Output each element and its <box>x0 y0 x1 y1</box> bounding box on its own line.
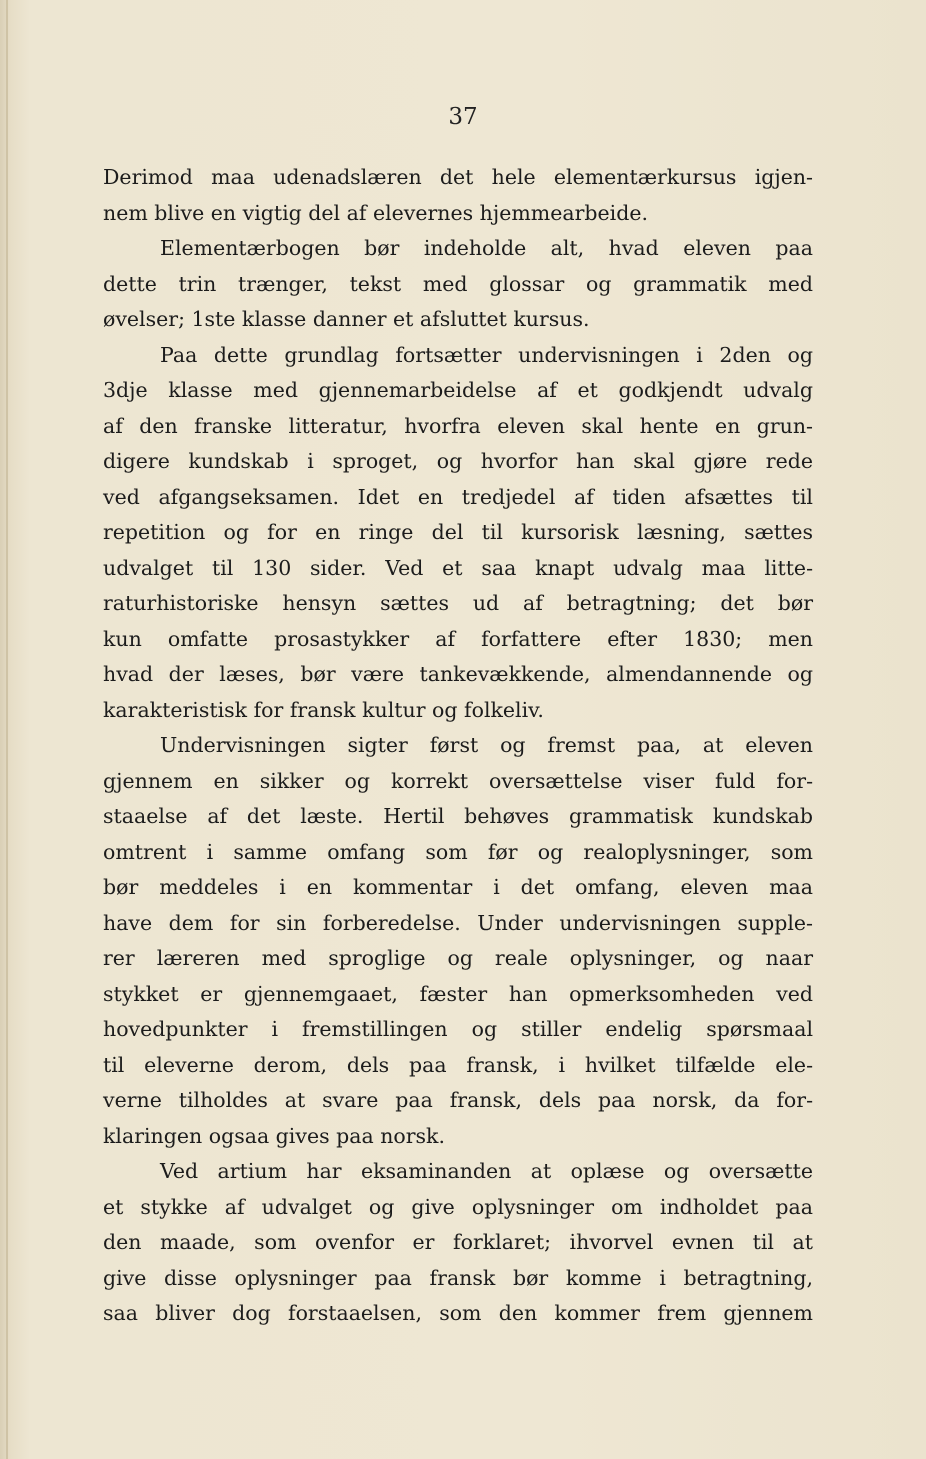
text-line: klaringen ogsaa gives paa norsk. <box>103 1123 445 1148</box>
text-line: dette trin trænger, tekst med glossar og grammatik med <box>103 271 813 296</box>
text-line: verne tilholdes at svare paa fransk, dels paa norsk, da for- <box>103 1088 813 1112</box>
page-edge-shadow <box>6 0 8 1459</box>
text-line: hovedpunkter i fremstillingen og stiller endelig spørsmaal <box>103 1017 813 1041</box>
text-line: give disse oplysninger paa fransk bør komme i betragtning, <box>103 1265 813 1290</box>
text-line: 3dje klasse med gjennemarbeidelse af et godkjendt udvalg <box>103 378 813 402</box>
text-line: øvelser; 1ste klasse danner et afsluttet kursus. <box>103 307 590 331</box>
text-line: Elementærbogen bør indeholde alt, hvad eleven paa <box>160 236 813 260</box>
text-line: have dem for sin forberedelse. Under undervisningen supple- <box>103 910 813 935</box>
text-line: digere kundskab i sproget, og hvorfor han skal gjøre rede <box>103 449 813 473</box>
text-line: kun omfatte prosastykker af forfattere efter 1830; men <box>103 626 813 651</box>
text-line: karakteristisk for fransk kultur og folkeliv. <box>103 697 544 722</box>
text-line: Paa dette grundlag fortsætter undervisningen i 2den og <box>160 342 813 367</box>
text-line: staaelse af det læste. Hertil behøves grammatisk kundskab <box>103 804 813 828</box>
text-line: stykket er gjennemgaaet, fæster han opmerksomheden ved <box>103 981 813 1006</box>
text-line: Derimod maa udenadslæren det hele elementærkursus igjen- <box>103 165 813 189</box>
text-line: bør meddeles i en kommentar i det omfang, eleven maa <box>103 875 813 899</box>
text-line: omtrent i samme omfang som før og realoplysninger, som <box>103 839 813 864</box>
page-number: 37 <box>448 104 478 130</box>
text-line: nem blive en vigtig del af elevernes hjemmearbeide. <box>103 200 648 225</box>
body-text <box>103 160 813 1332</box>
text-line: repetition og for en ringe del til kursorisk læsning, sættes <box>103 520 813 544</box>
text-line: raturhistoriske hensyn sættes ud af betragtning; det bør <box>103 591 813 615</box>
text-line: af den franske litteratur, hvorfra eleven skal hente en grun- <box>103 413 813 438</box>
text-line: saa bliver dog forstaaelsen, som den kommer frem gjennem <box>103 1301 813 1325</box>
text-line: Undervisningen sigter først og fremst paa, at eleven <box>160 733 813 757</box>
text-line: ved afgangseksamen. Idet en tredjedel af tiden afsættes til <box>103 484 813 509</box>
text-line: gjennem en sikker og korrekt oversættelse viser fuld for- <box>103 768 813 793</box>
text-line: den maade, som ovenfor er forklaret; ihvorvel evnen til at <box>103 1230 813 1254</box>
text-line: Ved artium har eksaminanden at oplæse og oversætte <box>160 1159 813 1183</box>
text-line: hvad der læses, bør være tankevækkende, almendannende og <box>103 662 813 686</box>
text-line: rer læreren med sproglige og reale oplysninger, og naar <box>103 946 813 970</box>
text-line: til eleverne derom, dels paa fransk, i hvilket tilfælde ele- <box>103 1052 813 1077</box>
text-line: et stykke af udvalget og give oplysninger om indholdet paa <box>103 1194 813 1219</box>
text-line: udvalget til 130 sider. Ved et saa knapt udvalg maa litte- <box>103 555 813 580</box>
